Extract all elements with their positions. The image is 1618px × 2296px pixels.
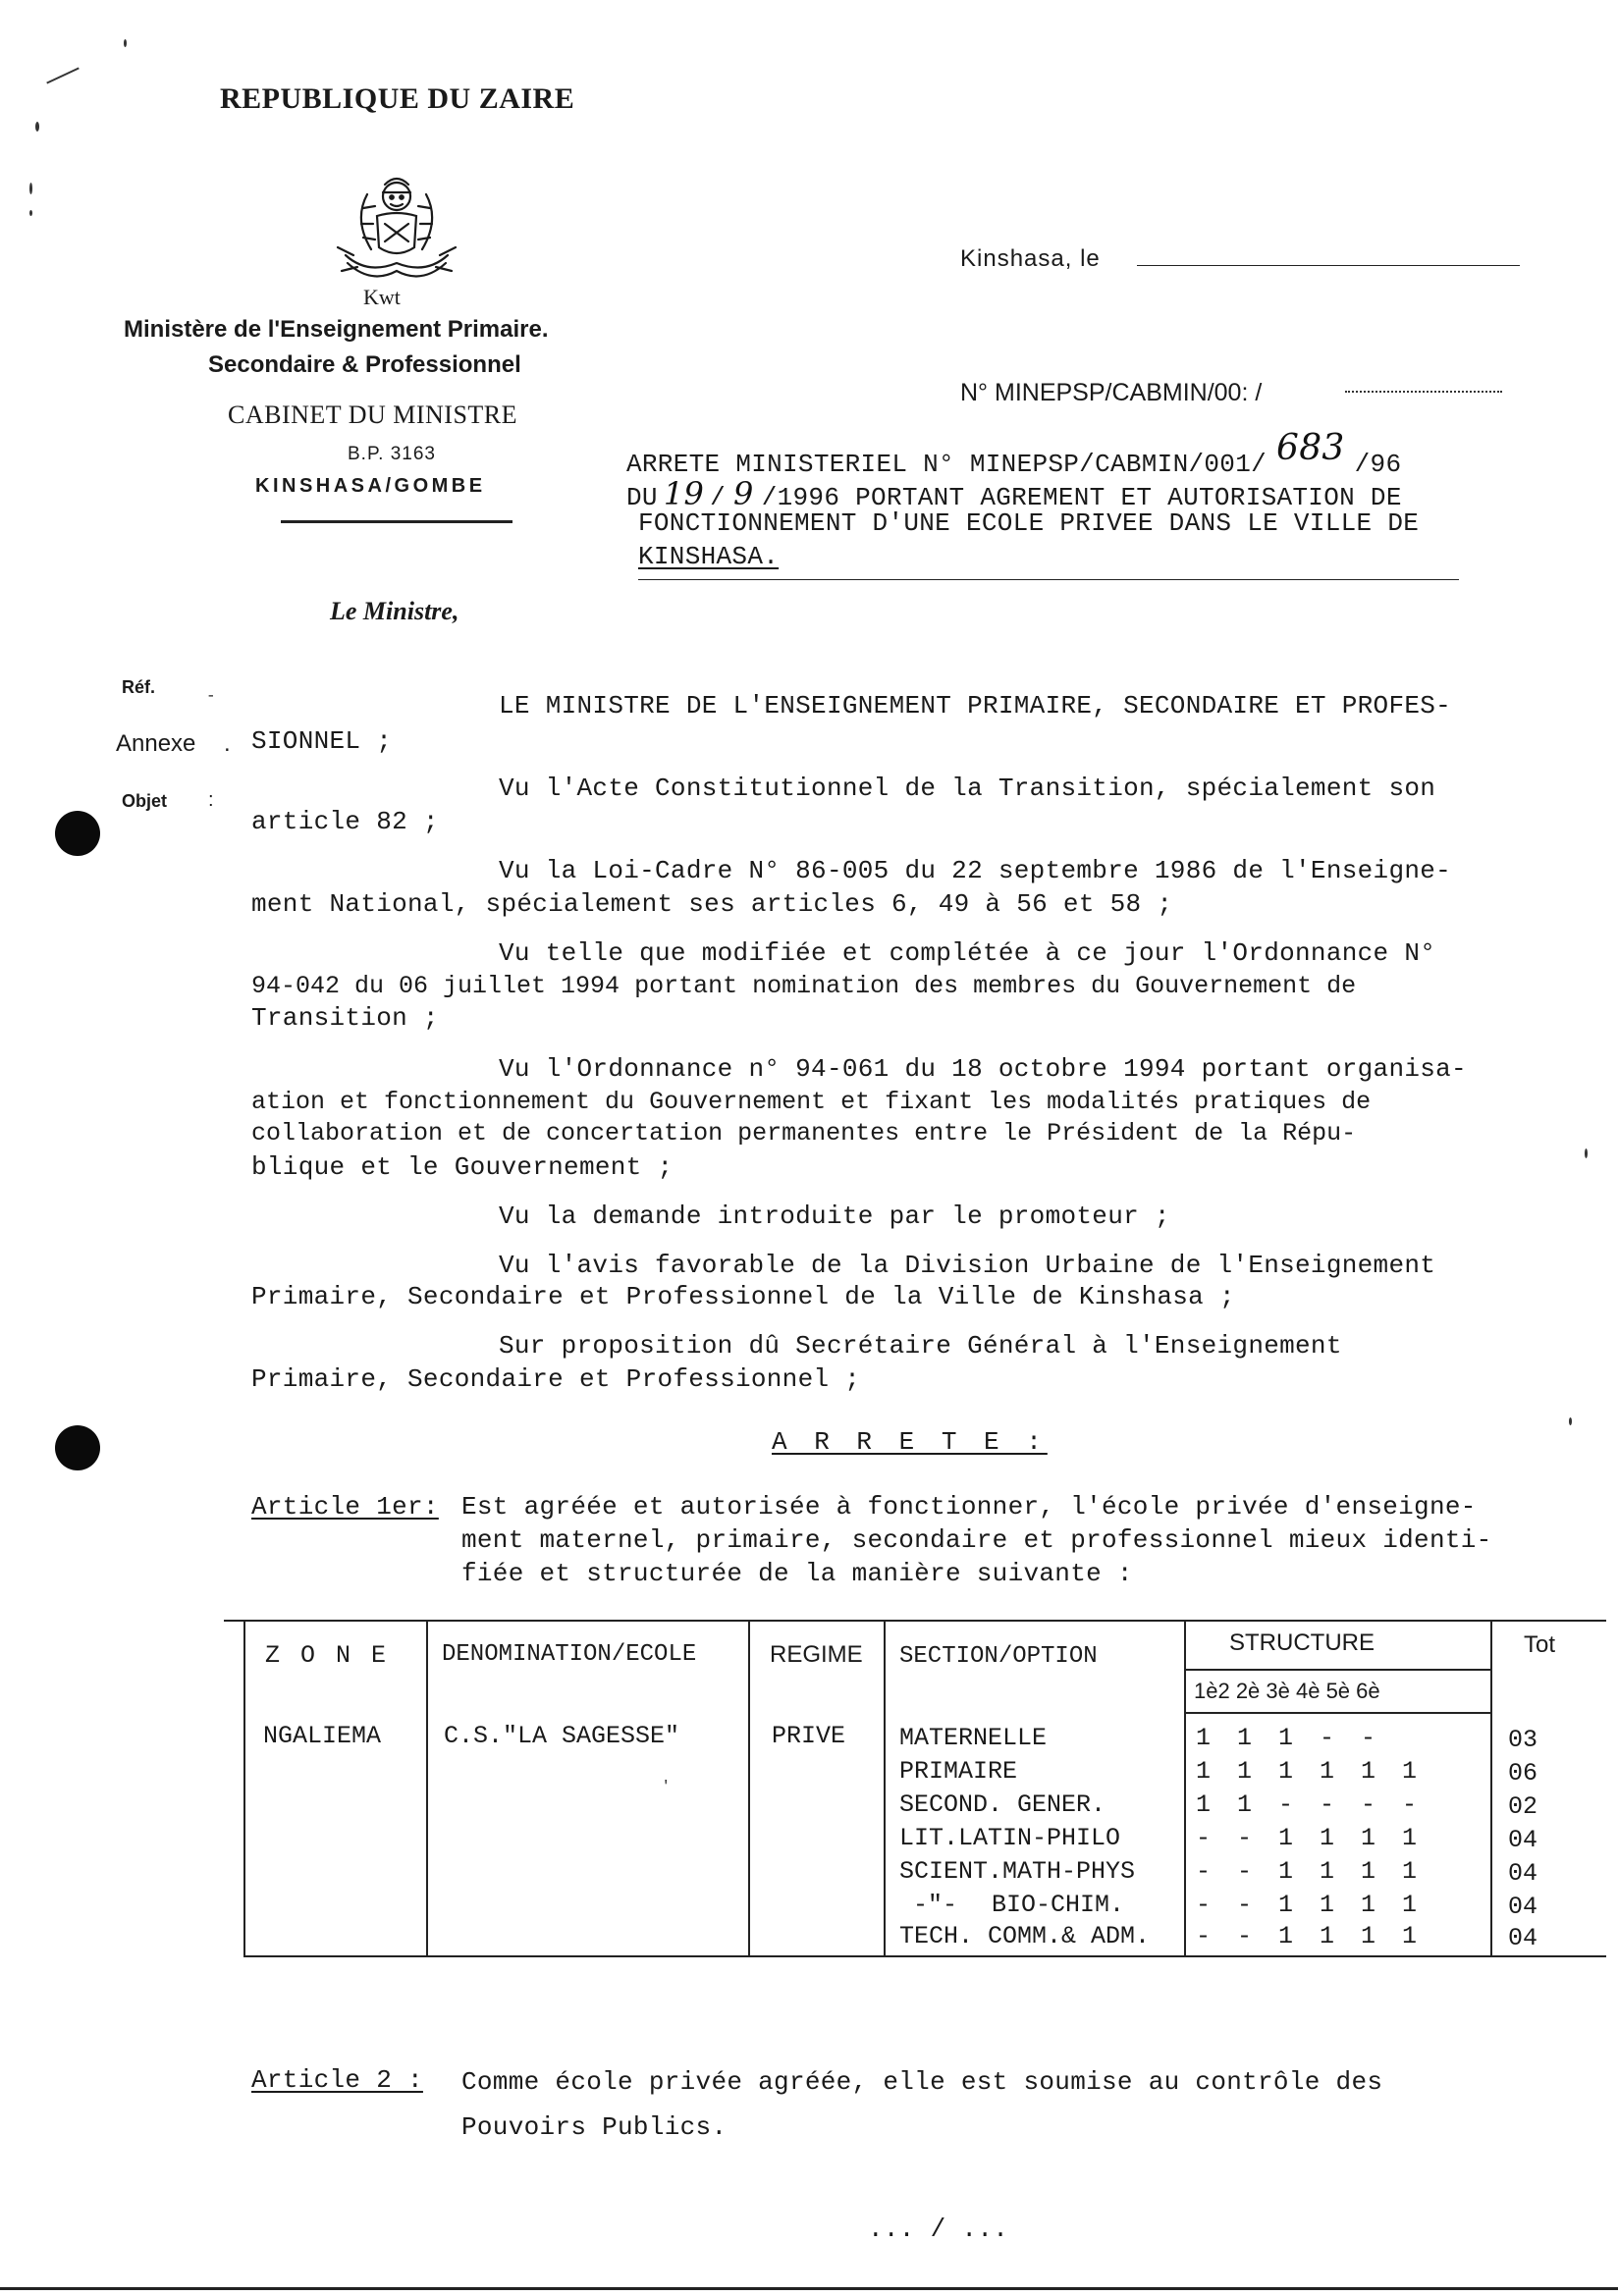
margin-colon: : bbox=[208, 789, 214, 811]
preamble-line: ment National, spécialement ses articles 6, 49 à 56 et 58 ; bbox=[251, 889, 1173, 919]
stray-mark bbox=[29, 183, 32, 194]
table-col-rule bbox=[1490, 1620, 1492, 1955]
signatory-label: Le Ministre, bbox=[330, 597, 459, 625]
arrete-title-prefix: ARRETE MINISTERIEL N° MINEPSP/CABMIN/001/ bbox=[626, 450, 1267, 479]
cell-total: 04 bbox=[1508, 1893, 1538, 1921]
structure-sub-rule bbox=[1184, 1669, 1490, 1671]
cell-structure: - - 1 1 1 1 bbox=[1196, 1824, 1418, 1852]
stray-mark bbox=[46, 67, 79, 83]
cell-section: SCIENT.MATH-PHYS bbox=[899, 1857, 1136, 1886]
table-bottom-rule bbox=[243, 1955, 1606, 1957]
emblem-caption: Kwt bbox=[363, 285, 401, 309]
cell-total: 04 bbox=[1508, 1859, 1538, 1888]
cell-total: 04 bbox=[1508, 1924, 1538, 1952]
preamble-line: Vu la demande introduite par le promoteur ; bbox=[499, 1201, 1170, 1231]
margin-dot: . bbox=[224, 730, 231, 757]
ministry-name-line2: Secondaire & Professionnel bbox=[208, 351, 521, 378]
cell-structure: - - 1 1 1 1 bbox=[1196, 1922, 1418, 1950]
header-section: SECTION/OPTION bbox=[899, 1643, 1098, 1670]
table-col-rule bbox=[884, 1620, 886, 1955]
cell-denomination: C.S."LA SAGESSE" bbox=[444, 1722, 680, 1750]
date-separator: / bbox=[710, 483, 727, 512]
margin-label-objet: Objet bbox=[122, 791, 168, 811]
cell-total: 06 bbox=[1508, 1759, 1538, 1788]
title-underline bbox=[638, 579, 1459, 580]
reference-dotted-fill bbox=[1345, 381, 1502, 393]
header-zone: Z O N E bbox=[265, 1641, 390, 1670]
preamble-line: article 82 ; bbox=[251, 807, 439, 836]
date-fill-line bbox=[1137, 265, 1520, 266]
table-header-rule bbox=[1184, 1712, 1490, 1714]
article1-label: Article 1er: bbox=[251, 1492, 439, 1522]
preamble-line: Vu l'Acte Constitutionnel de la Transition, spécialement son bbox=[499, 774, 1436, 803]
stray-mark bbox=[1585, 1148, 1588, 1158]
preamble-line: LE MINISTRE DE L'ENSEIGNEMENT PRIMAIRE, SECONDAIRE ET PROFES- bbox=[499, 691, 1452, 721]
cell-section: -"- BIO-CHIM. bbox=[913, 1891, 1125, 1919]
page-continuation: ... / ... bbox=[868, 2215, 1009, 2244]
arrete-title-line1 bbox=[626, 428, 1402, 480]
article2-line: Comme école privée agréée, elle est soumise au contrôle des bbox=[461, 2067, 1383, 2097]
letterhead-divider bbox=[281, 520, 512, 523]
preamble-line: Vu telle que modifiée et complétée à ce jour l'Ordonnance N° bbox=[499, 938, 1436, 968]
article2-label: Article 2 : bbox=[251, 2065, 423, 2095]
cell-total: 04 bbox=[1508, 1826, 1538, 1854]
article1-line: Est agréée et autorisée à fonctionner, l'école privée d'enseigne- bbox=[461, 1492, 1477, 1522]
arrete-title-line2 bbox=[626, 475, 1402, 512]
cell-section: MATERNELLE bbox=[899, 1724, 1048, 1752]
cell-zone: NGALIEMA bbox=[263, 1722, 382, 1750]
cell-section: TECH. COMM.& ADM. bbox=[899, 1922, 1151, 1950]
preamble-line: blique et le Gouvernement ; bbox=[251, 1152, 674, 1182]
cell-structure: - - 1 1 1 1 bbox=[1196, 1857, 1418, 1886]
handwritten-month: 9 bbox=[733, 475, 754, 512]
preamble-line: collaboration et de concertation permanentes entre le Président de la Répu- bbox=[251, 1119, 1357, 1148]
handwritten-arrete-number: 683 bbox=[1276, 428, 1345, 468]
preamble-line: 94-042 du 06 juillet 1994 portant nomination des membres du Gouvernement de bbox=[251, 972, 1357, 1000]
table-col-rule bbox=[1184, 1620, 1186, 1955]
cell-section: LIT.LATIN-PHILO bbox=[899, 1824, 1121, 1852]
arrete-heading: A R R E T E : bbox=[772, 1427, 1048, 1457]
preamble-line: Primaire, Secondaire et Professionnel de la Ville de Kinshasa ; bbox=[251, 1282, 1235, 1311]
arrete-title-line3: FONCTIONNEMENT D'UNE ECOLE PRIVEE DANS LE VILLE DE bbox=[638, 508, 1420, 538]
preamble-line: SIONNEL ; bbox=[251, 726, 393, 756]
postal-box: B.P. 3163 bbox=[348, 444, 437, 464]
punch-hole bbox=[55, 1425, 100, 1470]
tick-mark: ' bbox=[662, 1779, 671, 1794]
table-top-rule bbox=[224, 1620, 1606, 1622]
cell-section: SECOND. GENER. bbox=[899, 1790, 1106, 1819]
coat-of-arms-emblem bbox=[328, 165, 465, 287]
margin-dash: - bbox=[206, 687, 216, 705]
cabinet-label: CABINET DU MINISTRE bbox=[228, 400, 518, 429]
stray-mark bbox=[124, 39, 127, 47]
arrete-title-year: /96 bbox=[1354, 450, 1402, 479]
cell-structure: - - 1 1 1 1 bbox=[1196, 1891, 1418, 1919]
arrete-title-du: DU bbox=[626, 483, 658, 512]
article1-line: ment maternel, primaire, secondaire et professionnel mieux identi- bbox=[461, 1525, 1492, 1555]
cell-section: PRIMAIRE bbox=[899, 1757, 1018, 1786]
arrete-title-line4: KINSHASA. bbox=[638, 542, 780, 571]
cell-structure: 1 1 1 - - bbox=[1196, 1724, 1376, 1752]
preamble-line: Vu l'Ordonnance n° 94-061 du 18 octobre 1994 portant organisa- bbox=[499, 1054, 1467, 1084]
stray-mark bbox=[29, 210, 32, 216]
header-total: Tot bbox=[1524, 1631, 1556, 1658]
table-col-rule bbox=[748, 1620, 750, 1955]
table-col-rule bbox=[243, 1620, 245, 1955]
cell-total: 02 bbox=[1508, 1792, 1538, 1821]
preamble-line: ation et fonctionnement du Gouvernement et fixant les modalités pratiques de bbox=[251, 1088, 1372, 1116]
preamble-line: Transition ; bbox=[251, 1003, 439, 1033]
handwritten-day: 19 bbox=[663, 475, 705, 512]
header-denomination: DENOMINATION/ECOLE bbox=[442, 1641, 697, 1668]
cell-structure: 1 1 1 1 1 1 bbox=[1196, 1757, 1418, 1786]
punch-hole bbox=[55, 811, 100, 856]
page-bottom-edge bbox=[0, 2287, 1618, 2290]
stray-mark bbox=[1569, 1417, 1572, 1425]
ministry-name-line1: Ministère de l'Enseignement Primaire. bbox=[124, 316, 549, 343]
header-structure-grades: 1è2 2è 3è 4è 5è 6è bbox=[1194, 1679, 1380, 1703]
table-col-rule bbox=[426, 1620, 428, 1955]
header-regime: REGIME bbox=[770, 1641, 863, 1668]
margin-label-annexe: Annexe bbox=[116, 730, 196, 757]
article1-line: fiée et structurée de la manière suivante : bbox=[461, 1559, 1133, 1588]
arrete-title-date-rest: /1996 PORTANT AGREMENT ET AUTORISATION DE bbox=[761, 483, 1402, 512]
preamble-line: Vu l'avis favorable de la Division Urbaine de l'Enseignement bbox=[499, 1251, 1436, 1280]
place-date-label: Kinshasa, le bbox=[960, 245, 1101, 272]
stray-mark bbox=[35, 122, 39, 132]
header-structure: STRUCTURE bbox=[1229, 1629, 1375, 1656]
margin-label-ref: Réf. bbox=[122, 677, 156, 697]
preamble-line: Sur proposition dû Secrétaire Général à l'Enseignement bbox=[499, 1331, 1342, 1361]
cell-structure: 1 1 - - - - bbox=[1196, 1790, 1418, 1819]
country-name: REPUBLIQUE DU ZAIRE bbox=[220, 82, 575, 115]
cell-total: 03 bbox=[1508, 1726, 1538, 1754]
article2-line: Pouvoirs Publics. bbox=[461, 2112, 728, 2142]
cell-regime: PRIVE bbox=[772, 1722, 846, 1750]
preamble-line: Vu la Loi-Cadre N° 86-005 du 22 septembre 1986 de l'Enseigne- bbox=[499, 856, 1452, 885]
preamble-line: Primaire, Secondaire et Professionnel ; bbox=[251, 1364, 861, 1394]
office-city: KINSHASA/GOMBE bbox=[255, 475, 486, 497]
reference-number: N° MINEPSP/CABMIN/00: / bbox=[960, 379, 1263, 406]
